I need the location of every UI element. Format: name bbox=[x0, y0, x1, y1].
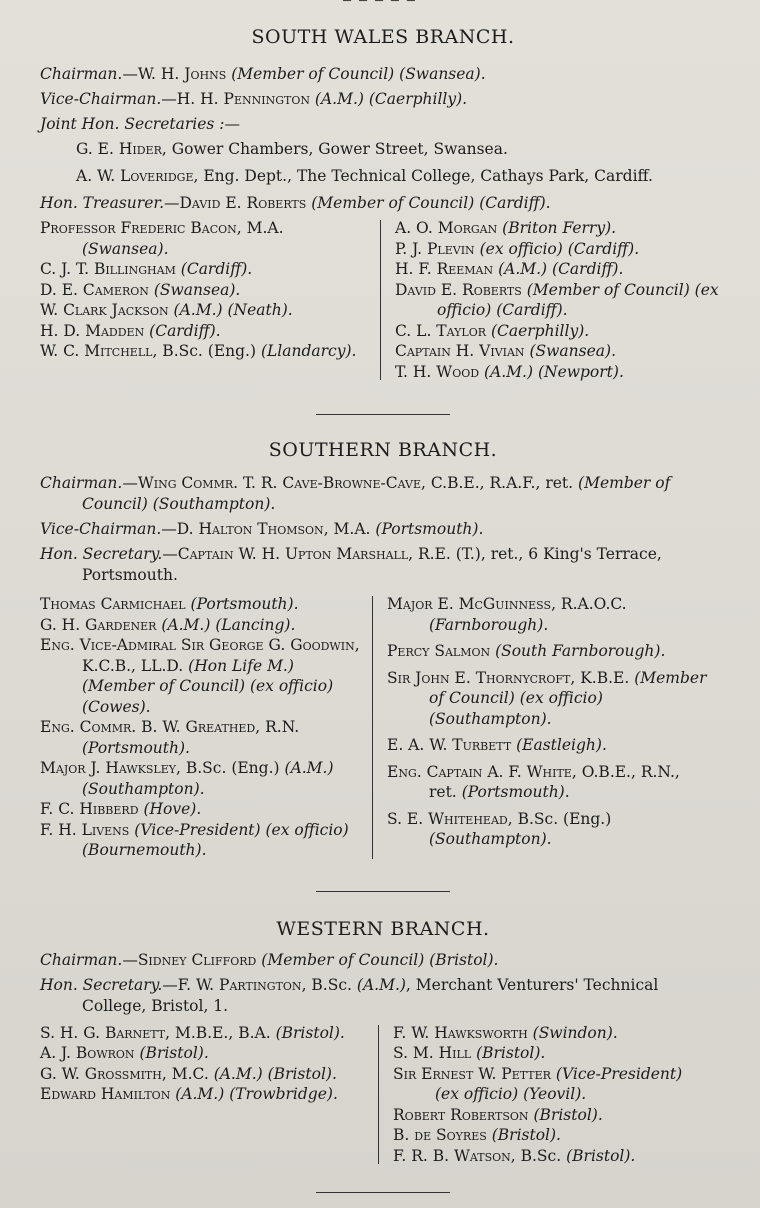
member-entry: Major J. Hawksley, B.Sc. (Eng.) (A.M.) (Southampton). bbox=[40, 759, 334, 798]
member-entry: W. C. Mitchell, B.Sc. (Eng.) (Llandarcy). bbox=[40, 342, 357, 360]
member-entry: F. R. B. Watson, B.Sc. (Bristol). bbox=[393, 1146, 636, 1165]
member-entry: H. F. Reeman (A.M.) (Cardiff). bbox=[395, 260, 624, 278]
w-members-right bbox=[379, 1023, 711, 1167]
member-entry: F. W. Hawksworth (Swindon). bbox=[393, 1023, 618, 1042]
western-section bbox=[40, 892, 726, 1167]
member-entry: A. O. Morgan (Briton Ferry). bbox=[395, 219, 617, 237]
s-members-left bbox=[40, 594, 372, 861]
member-entry: S. E. Whitehead, B.Sc. (Eng.) (Southampton). bbox=[387, 809, 612, 848]
southern-section bbox=[40, 415, 726, 861]
w-secretary: Hon. Secretary.—F. W. Partington, B.Sc. (A.M.), Merchant Venturers' Technical College, Bristol, 1. bbox=[40, 975, 659, 1015]
member-entry: Eng. Vice-Admiral Sir George G. Goodwin, K.C.B., LL.D. (Hon Life M.) (Member of Council) (ex officio) (Cowes). bbox=[40, 636, 360, 716]
sw-treasurer: Hon. Treasurer.—David E. Roberts (Member of Council) (Cardiff). bbox=[40, 194, 551, 212]
member-entry: G. W. Grossmith, M.C. (A.M.) (Bristol). bbox=[40, 1064, 337, 1083]
sw-joint-secretaries-label: Joint Hon. Secretaries :— bbox=[40, 115, 240, 133]
member-entry: T. H. Wood (A.M.) (Newport). bbox=[395, 362, 624, 381]
south-wales-section bbox=[40, 0, 726, 382]
member-entry: S. H. G. Barnett, M.B.E., B.A. (Bristol). bbox=[40, 1023, 345, 1042]
s-secretary: Hon. Secretary.—Captain W. H. Upton Marshall, R.E. (T.), ret., 6 King's Terrace, Portsmouth. bbox=[40, 545, 662, 584]
cropped-running-header: ─ ─ ─ ─ ─ bbox=[343, 0, 417, 9]
member-entry: C. L. Taylor (Caerphilly). bbox=[395, 321, 590, 340]
member-entry: D. E. Cameron (Swansea). bbox=[40, 280, 241, 299]
w-chairman: Chairman.—Sidney Clifford (Member of Council) (Bristol). bbox=[40, 950, 499, 969]
south-wales-title: SOUTH WALES BRANCH. bbox=[251, 26, 515, 48]
member-entry: S. M. Hill (Bristol). bbox=[393, 1044, 546, 1062]
member-entry: Thomas Carmichael (Portsmouth). bbox=[40, 595, 299, 613]
sw-members-right bbox=[381, 218, 725, 382]
member-entry: P. J. Plevin (ex officio) (Cardiff). bbox=[395, 239, 640, 258]
sw-vice-chairman: Vice-Chairman.—H. H. Pennington (A.M.) (Caerphilly). bbox=[40, 90, 468, 108]
member-entry: Eng. Commr. B. W. Greathed, R.N. (Portsmouth). bbox=[40, 718, 300, 757]
member-entry: F. C. Hibberd (Hove). bbox=[40, 800, 202, 818]
w-members-left bbox=[40, 1023, 378, 1167]
sw-secretary-2: A. W. Loveridge, Eng. Dept., The Technical College, Cathays Park, Cardiff. bbox=[76, 167, 653, 185]
sw-members-columns bbox=[40, 218, 726, 382]
w-members-columns bbox=[40, 1023, 726, 1167]
member-entry: David E. Roberts (Member of Council) (ex officio) (Cardiff). bbox=[395, 280, 719, 319]
s-chairman: Chairman.—Wing Commr. T. R. Cave-Browne-Cave, C.B.E., R.A.F., ret. (Member of Council) (Southampton). bbox=[40, 474, 671, 513]
member-entry: Sir Ernest W. Petter (Vice-President) (ex officio) (Yeovil). bbox=[393, 1064, 683, 1103]
sw-secretary-1: G. E. Hider, Gower Chambers, Gower Street, Swansea. bbox=[76, 140, 508, 158]
s-vice-chairman: Vice-Chairman.—D. Halton Thomson, M.A. (Portsmouth). bbox=[40, 520, 484, 538]
member-entry: Captain H. Vivian (Swansea). bbox=[395, 342, 616, 360]
member-entry: Major E. McGuinness, R.A.O.C. (Farnborough). bbox=[387, 595, 627, 634]
member-entry: Eng. Captain A. F. White, O.B.E., R.N., ret. (Portsmouth). bbox=[387, 762, 680, 801]
member-entry: W. Clark Jackson (A.M.) (Neath). bbox=[40, 301, 293, 319]
member-entry: Robert Robertson (Bristol). bbox=[393, 1105, 603, 1124]
member-entry: G. H. Gardener (A.M.) (Lancing). bbox=[40, 615, 296, 634]
sw-chairman: Chairman.—W. H. Johns (Member of Council) (Swansea). bbox=[40, 65, 486, 83]
member-entry: Edward Hamilton (A.M.) (Trowbridge). bbox=[40, 1085, 338, 1103]
s-members-right bbox=[373, 594, 711, 861]
southern-title: SOUTHERN BRANCH. bbox=[268, 439, 498, 461]
member-entry: E. A. W. Turbett (Eastleigh). bbox=[387, 736, 607, 754]
member-entry: B. de Soyres (Bristol). bbox=[393, 1126, 561, 1144]
member-entry: Professor Frederic Bacon, M.A. (Swansea). bbox=[40, 219, 284, 258]
section-divider bbox=[316, 1192, 450, 1193]
western-title: WESTERN BRANCH. bbox=[276, 917, 490, 940]
sw-members-left bbox=[40, 218, 380, 382]
member-entry: Percy Salmon (South Farnborough). bbox=[387, 642, 666, 660]
member-entry: H. D. Madden (Cardiff). bbox=[40, 321, 221, 340]
member-entry: A. J. Bowron (Bristol). bbox=[40, 1044, 209, 1062]
member-entry: Sir John E. Thornycroft, K.B.E. (Member of Council) (ex officio) (Southampton). bbox=[387, 668, 707, 728]
member-entry: F. H. Livens (Vice-President) (ex officio) (Bournemouth). bbox=[40, 820, 349, 859]
s-members-columns bbox=[40, 594, 726, 861]
member-entry: C. J. T. Billingham (Cardiff). bbox=[40, 260, 253, 278]
